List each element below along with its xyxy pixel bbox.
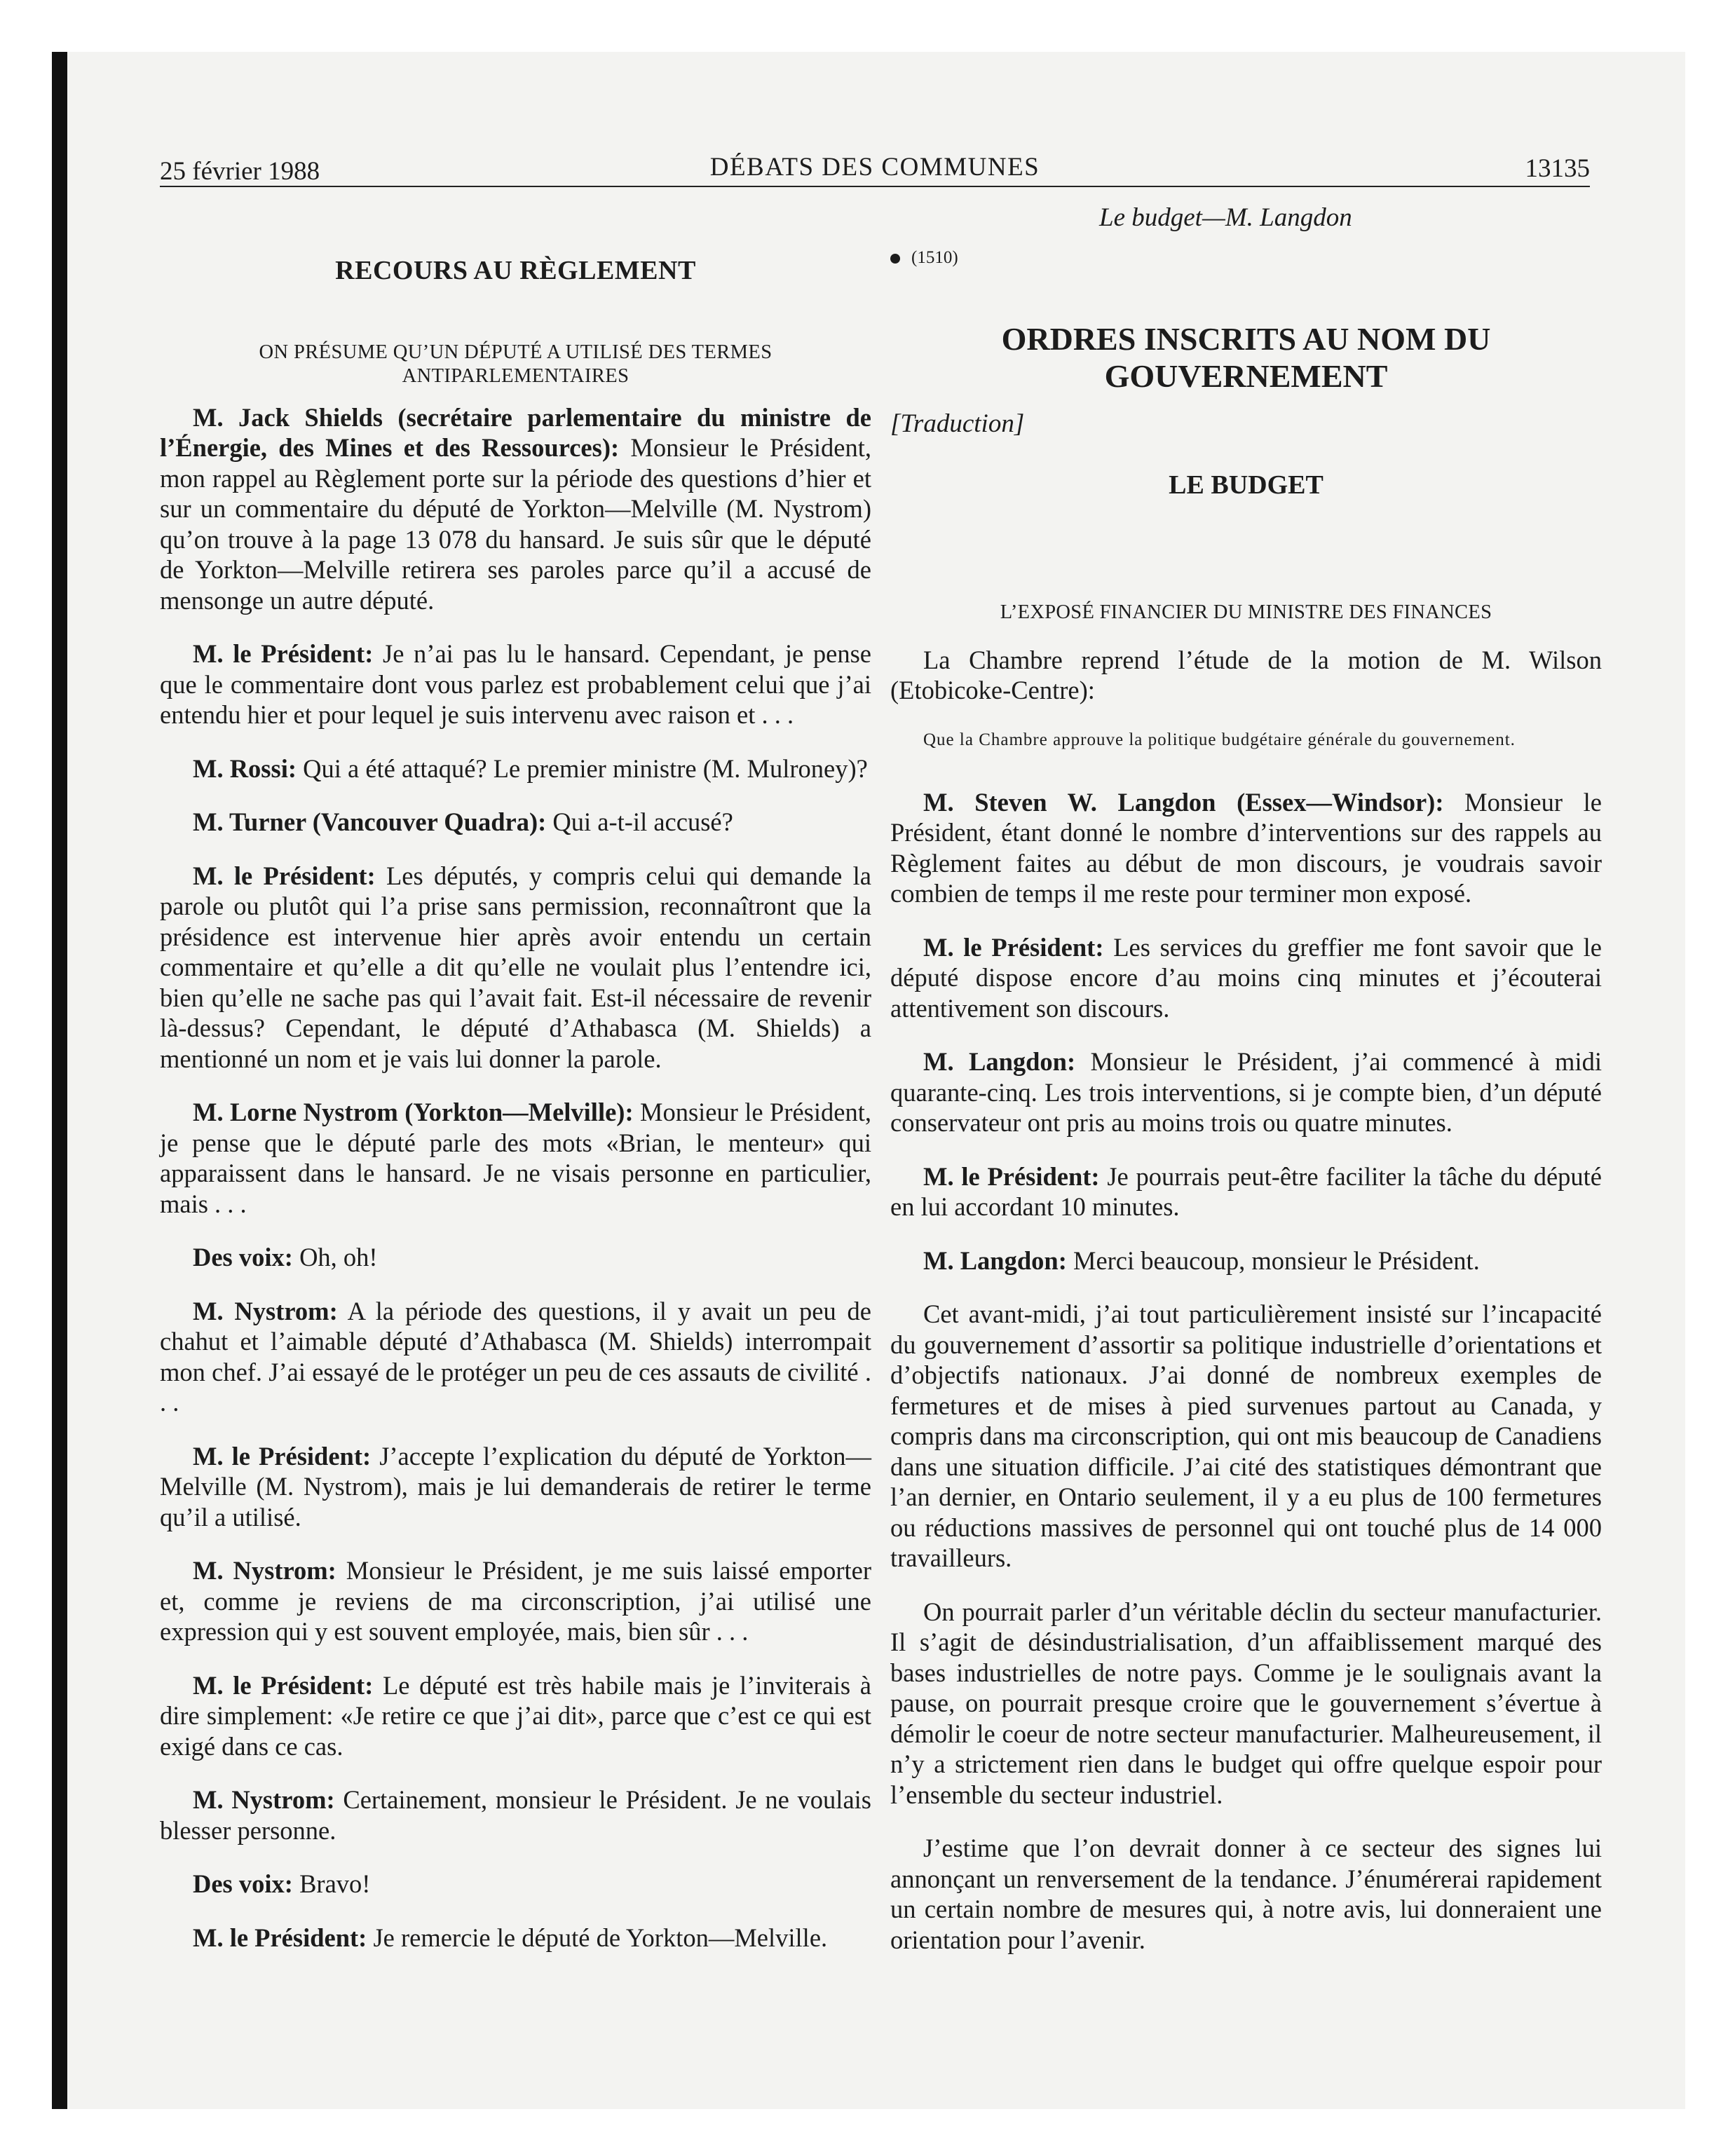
paragraph <box>160 861 871 1074</box>
speaker-name: M. Jack Shields (secrétaire parlementaire du ministre de l’Énergie, des Mines et des Ressources): <box>160 402 871 462</box>
paragraph-text: Oh, oh! <box>292 1243 378 1271</box>
paragraph-text: Bravo! <box>292 1869 371 1898</box>
paragraph-text: Merci beaucoup, monsieur le Président. <box>1066 1246 1480 1275</box>
speaker-name: M. le Président: <box>923 932 1104 962</box>
paragraph-text: Monsieur le Président, étant donné le nombre d’interventions sur des rappels au Règlement faites au début de mon discours, je voudrais savoir combien de temps il me reste pour terminer mon exposé. <box>890 787 1602 908</box>
paragraph-text: Monsieur le Président, je me suis laissé emporter et, comme je reviens de ma circonscription, j’ai utilisé une expression qui y est souvent employée, mais, bien sûr . . . <box>160 1556 871 1646</box>
speaker-name: Des voix: <box>193 1243 293 1271</box>
right-column <box>890 242 1602 1978</box>
paragraph <box>160 1869 871 1899</box>
paragraph <box>160 1097 871 1219</box>
page-header <box>160 151 1590 186</box>
paragraph <box>890 932 1602 1024</box>
speaker-name: M. le Président: <box>193 1670 374 1700</box>
paragraph-text: Le député est très habile mais je l’inviterais à dire simplement: «Je retire ce que j’ai dit», parce que c’est ce qui est exigé dans ce cas. <box>160 1670 871 1761</box>
left-paragraphs <box>160 402 871 1953</box>
speaker-name: M. Lorne Nystrom (Yorkton—Melville): <box>193 1098 634 1126</box>
running-head: Le budget—M. Langdon <box>1099 203 1352 232</box>
paragraph <box>160 1242 871 1273</box>
paragraph <box>160 1441 871 1533</box>
paragraph <box>160 753 871 784</box>
speaker-name: M. Langdon: <box>923 1047 1076 1076</box>
paragraph <box>890 1833 1602 1955</box>
paragraph <box>160 1785 871 1845</box>
right-paragraphs <box>890 787 1602 1956</box>
paragraph <box>890 787 1602 909</box>
paragraph <box>160 402 871 616</box>
speaker-name: M. le Président: <box>193 1441 372 1471</box>
paragraph <box>160 1923 871 1953</box>
paragraph <box>890 1597 1602 1810</box>
paragraph-text: Monsieur le Président, mon rappel au Règlement porte sur la période des questions d’hier et sur un commentaire du député de Yorkton—Melville (M. Nystrom) qu’on trouve à la page 13 078 du hansard. Je suis sûr que le député de Yorkton—Melville retirera ses paroles parce qu’il a accusé de mensonge un autre député. <box>160 433 872 615</box>
speaker-name: Des voix: <box>193 1869 293 1898</box>
motion-intro: La Chambre reprend l’étude de la motion de M. Wilson (Etobicoke-Centre): <box>890 645 1602 704</box>
paragraph <box>890 1246 1602 1276</box>
paragraph-text: Les services du greffier me font savoir que le député dispose encore d’au moins cinq minutes et j’écouterai attentivement son discours. <box>890 932 1602 1023</box>
time-mark-label: (1510) <box>911 248 958 267</box>
left-column <box>160 242 871 1976</box>
paragraph-text: Cet avant-midi, j’ai tout particulièrement insisté sur l’incapacité du gouvernement d’assortir sa politique industrielle d’orientations et d’objectifs nationaux. J’ai donné de nombreux exemples de fermetures et de mises à pied survenues partout au Canada, y compris dans ma circonscription, qui ont mis beaucoup de Canadiens dans une situation difficile. J’ai cité des statistiques démontrant que l’an dernier, en Ontario seulement, il y a eu plus de 100 fermetures ou réductions massives de personnel qui ont touché plus de 14 000 travailleurs. <box>890 1299 1602 1572</box>
paragraph-text: Qui a-t-il accusé? <box>546 807 733 836</box>
speaker-name: M. Nystrom: <box>193 1296 338 1325</box>
paragraph-text: Qui a été attaqué? Le premier ministre (M. Mulroney)? <box>297 753 868 783</box>
time-mark <box>890 247 1602 268</box>
orders-title: ORDRES INSCRITS AU NOM DU GOUVERNEMENT <box>1001 321 1491 394</box>
paragraph <box>160 1296 871 1418</box>
speaker-name: M. Nystrom: <box>193 1556 336 1585</box>
section-subtitle: ON PRÉSUME QU’UN DÉPUTÉ A UTILISÉ DES TERMES ANTIPARLEMENTAIRES <box>259 341 773 387</box>
paragraph-text: Monsieur le Président, j’ai commencé à midi quarante-cinq. Les trois interventions, si je compte bien, d’un député conservateur ont pris au moins trois ou quatre minutes. <box>890 1047 1602 1137</box>
speaker-name: M. Nystrom: <box>193 1785 335 1814</box>
speaker-name: M. le Président: <box>923 1161 1100 1191</box>
paragraph-text: A la période des questions, il y avait un peu de chahut et l’aimable député d’Athabasca (M. Shields) interrompait mon chef. J’ai essayé de le protéger un peu de ces assauts de civilité . . . <box>160 1296 871 1417</box>
section-title: RECOURS AU RÈGLEMENT <box>335 256 696 285</box>
paragraph <box>890 1299 1602 1574</box>
bullet-icon <box>890 254 900 264</box>
header-date: 25 février 1988 <box>160 157 320 186</box>
paragraph <box>160 1555 871 1647</box>
speaker-name: M. Steven W. Langdon (Essex—Windsor): <box>923 787 1444 817</box>
speaker-name: M. le Président: <box>193 639 374 668</box>
speaker-name: M. le Président: <box>193 1923 367 1952</box>
paragraph-text: Certainement, monsieur le Président. Je ne voulais blesser personne. <box>160 1785 871 1845</box>
expose-title: L’EXPOSÉ FINANCIER DU MINISTRE DES FINANCES <box>1000 601 1492 623</box>
paragraph <box>890 1161 1602 1222</box>
paragraph <box>160 807 871 838</box>
page-number: 13135 <box>1525 154 1590 183</box>
binding-edge <box>52 52 67 2109</box>
header-rule <box>160 186 1590 187</box>
paragraph-text: Je remercie le député de Yorkton—Melville. <box>367 1923 828 1952</box>
speaker-name: M. le Président: <box>193 861 376 890</box>
budget-title: LE BUDGET <box>1169 470 1324 500</box>
paragraph-text: Monsieur le Président, je pense que le député parle des mots «Brian, le menteur» qui apparaissent dans le hansard. Je ne visais personne en particulier, mais . . . <box>160 1098 871 1218</box>
speaker-name: M. Langdon: <box>923 1246 1067 1275</box>
speaker-name: M. Rossi: <box>193 753 297 783</box>
paragraph-text: Je n’ai pas lu le hansard. Cependant, je pense que le commentaire dont vous parlez est probablement celui que j’ai entendu hier et pour lequel je suis intervenu avec raison et . . . <box>160 639 871 729</box>
paragraph-text: Les députés, y compris celui qui demande la parole ou plutôt qui l’a prise sans permission, reconnaîtront que la présidence est intervenue hier après avoir entendu un certain commentaire et qu’elle a dit qu’elle ne voulait plus l’entendre ici, bien qu’elle ne sache pas qui l’avait fait. Est-il nécessaire de revenir là-dessus? Cependant, le député d’Athabasca (M. Shields) a mentionné un nom et je vais lui donner la parole. <box>160 861 871 1073</box>
paragraph-text: On pourrait parler d’un véritable déclin du secteur manufacturier. Il s’agit de désindustrialisation, d’un affaiblissement marqué des bases industrielles de notre pays. Comme je le soulignais avant la pause, on pourrait presque croire que le gouvernement s’évertue à démolir le coeur de notre secteur manufacturier. Malheureusement, il n’y a strictement rien dans le budget qui offre quelque espoir pour l’ensemble du secteur industriel. <box>890 1597 1602 1809</box>
speaker-name: M. Turner (Vancouver Quadra): <box>193 807 547 836</box>
paragraph <box>160 639 871 730</box>
header-title: DÉBATS DES COMMUNES <box>709 153 1040 182</box>
translation-note: [Traduction] <box>890 409 1025 438</box>
paragraph <box>160 1670 871 1762</box>
paragraph-text: J’estime que l’on devrait donner à ce secteur des signes lui annonçant un renversement de la tendance. J’énumérerai rapidement un certain nombre de mesures qui, à notre avis, lui donneraient une orientation pour l’avenir. <box>890 1834 1602 1954</box>
motion-text: Que la Chambre approuve la politique budgétaire générale du gouvernement. <box>923 730 1516 749</box>
paragraph <box>890 1046 1602 1138</box>
paragraph-text: Je pourrais peut-être faciliter la tâche du député en lui accordant 10 minutes. <box>890 1161 1602 1221</box>
paragraph-text: J’accepte l’explication du député de Yorkton—Melville (M. Nystrom), mais je lui demanderais de retirer le terme qu’il a utilisé. <box>160 1441 871 1531</box>
